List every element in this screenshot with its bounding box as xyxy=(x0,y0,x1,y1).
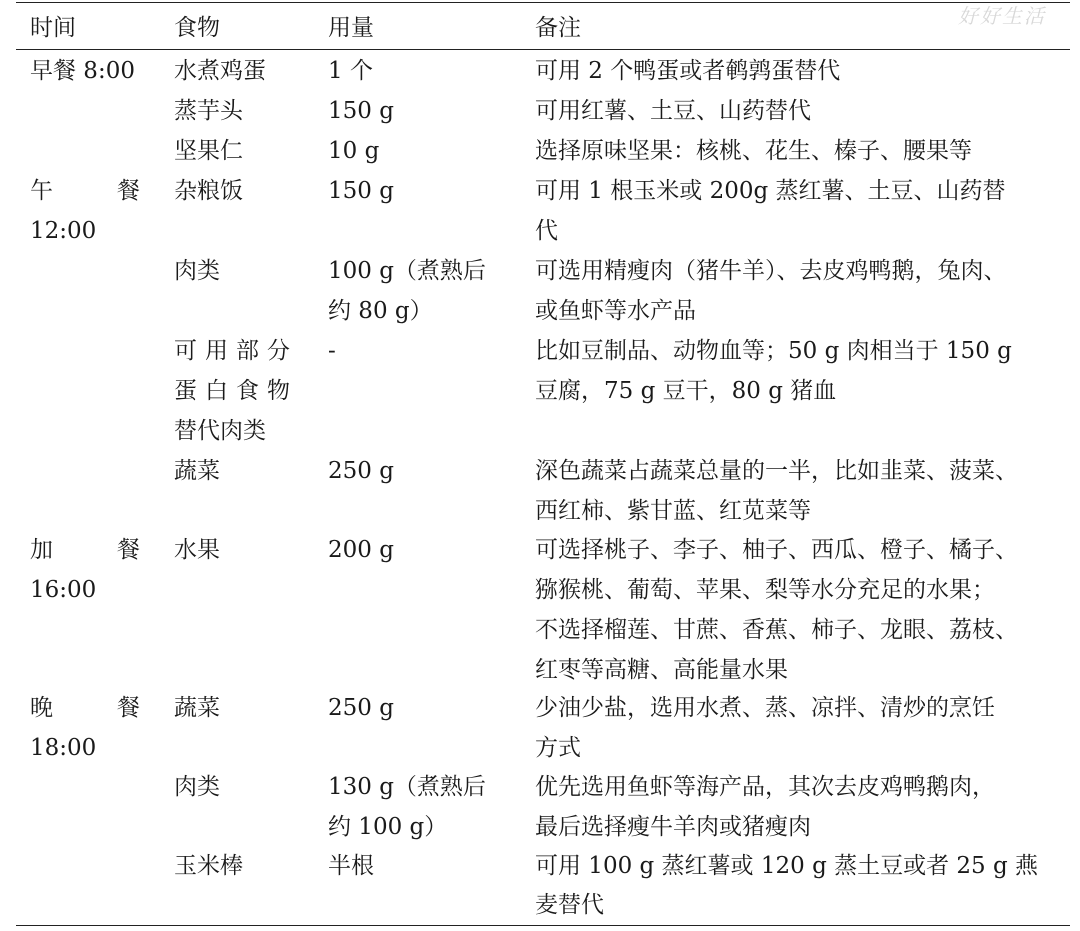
amount-veg-dinner: 250 g xyxy=(328,695,394,721)
note-fruit-line3: 不选择榴莲、甘蔗、香蕉、柿子、龙眼、荔枝、 xyxy=(535,617,1018,643)
food-meat-dinner: 肉类 xyxy=(174,774,220,800)
food-veg-lunch: 蔬菜 xyxy=(174,458,220,484)
header-food: 食物 xyxy=(174,15,220,41)
note-protein-sub-line1: 比如豆制品、动物血等；50 g 肉相当于 150 g xyxy=(535,338,1012,364)
time-snack-char1: 加 xyxy=(30,537,53,563)
note-corn-line2: 麦替代 xyxy=(535,892,604,918)
food-steamed-taro: 蒸芋头 xyxy=(174,98,243,124)
amount-meat-lunch-line1: 100 g（煮熟后 xyxy=(328,258,486,284)
time-dinner-char1: 晚 xyxy=(30,695,53,721)
note-meat-dinner-line1: 优先选用鱼虾等海产品，其次去皮鸡鸭鹅肉， xyxy=(535,774,995,800)
food-mixed-rice: 杂粮饭 xyxy=(174,178,243,204)
time-lunch-clock: 12:00 xyxy=(30,218,97,244)
food-protein-sub-line1: 可用部分 xyxy=(174,338,298,364)
note-boiled-egg: 可用 2 个鸭蛋或者鹌鹑蛋替代 xyxy=(535,58,841,84)
food-fruit: 水果 xyxy=(174,537,220,563)
header-time: 时间 xyxy=(30,15,76,41)
note-meat-dinner-line2: 最后选择瘦牛羊肉或猪瘦肉 xyxy=(535,814,811,840)
note-fruit-line2: 猕猴桃、葡萄、苹果、梨等水分充足的水果； xyxy=(535,577,995,603)
food-veg-dinner: 蔬菜 xyxy=(174,695,220,721)
watermark-text: 好好生活 xyxy=(958,4,1046,28)
time-lunch-label xyxy=(30,171,140,211)
amount-fruit: 200 g xyxy=(328,537,394,563)
note-steamed-taro: 可用红薯、土豆、山药替代 xyxy=(535,98,811,124)
note-corn-line1: 可用 100 g 蒸红薯或 120 g 蒸土豆或者 25 g 燕 xyxy=(535,853,1039,879)
food-nuts: 坚果仁 xyxy=(174,138,243,164)
amount-corn: 半根 xyxy=(328,853,374,879)
note-veg-lunch-line2: 西红柿、紫甘蓝、红苋菜等 xyxy=(535,498,811,524)
time-snack-char2: 餐 xyxy=(117,537,140,563)
note-nuts: 选择原味坚果：核桃、花生、榛子、腰果等 xyxy=(535,138,972,164)
time-dinner-clock: 18:00 xyxy=(30,735,97,761)
note-protein-sub-line2: 豆腐，75 g 豆干，80 g 猪血 xyxy=(535,378,837,404)
amount-meat-dinner-line2: 约 100 g） xyxy=(328,814,448,840)
amount-meat-lunch-line2: 约 80 g） xyxy=(328,298,433,324)
note-veg-lunch-line1: 深色蔬菜占蔬菜总量的一半，比如韭菜、菠菜、 xyxy=(535,458,1018,484)
amount-nuts: 10 g xyxy=(328,138,380,164)
note-veg-dinner-line2: 方式 xyxy=(535,735,581,761)
amount-meat-dinner-line1: 130 g（煮熟后 xyxy=(328,774,486,800)
amount-mixed-rice: 150 g xyxy=(328,178,394,204)
table-header-rule xyxy=(16,49,1070,50)
table-top-rule xyxy=(16,2,1070,3)
amount-veg-lunch: 250 g xyxy=(328,458,394,484)
note-mixed-rice-line2: 代 xyxy=(535,218,558,244)
food-protein-sub-line3: 替代肉类 xyxy=(174,418,266,444)
note-veg-dinner-line1: 少油少盐，选用水煮、蒸、凉拌、清炒的烹饪 xyxy=(535,695,995,721)
food-protein-sub-line2: 蛋白食物 xyxy=(174,378,298,404)
food-boiled-egg: 水煮鸡蛋 xyxy=(174,58,266,84)
amount-steamed-taro: 150 g xyxy=(328,98,394,124)
amount-protein-sub: - xyxy=(328,338,336,364)
time-lunch-char1: 午 xyxy=(30,178,53,204)
amount-boiled-egg: 1 个 xyxy=(328,58,373,84)
note-fruit-line1: 可选择桃子、李子、柚子、西瓜、橙子、橘子、 xyxy=(535,537,1018,563)
time-dinner-char2: 餐 xyxy=(117,695,140,721)
note-fruit-line4: 红枣等高糖、高能量水果 xyxy=(535,657,788,683)
time-dinner-label xyxy=(30,688,140,728)
header-note: 备注 xyxy=(535,15,581,41)
note-mixed-rice-line1: 可用 1 根玉米或 200g 蒸红薯、土豆、山药替 xyxy=(535,178,1006,204)
note-meat-lunch-line1: 可选用精瘦肉（猪牛羊）、去皮鸡鸭鹅，兔肉、 xyxy=(535,258,1007,284)
table-bottom-rule xyxy=(16,925,1070,926)
time-snack-label xyxy=(30,530,140,570)
time-breakfast: 早餐 8:00 xyxy=(30,58,135,84)
time-snack-clock: 16:00 xyxy=(30,577,97,603)
food-meat-lunch: 肉类 xyxy=(174,258,220,284)
food-corn: 玉米棒 xyxy=(174,853,243,879)
note-meat-lunch-line2: 或鱼虾等水产品 xyxy=(535,298,696,324)
header-amount: 用量 xyxy=(328,15,374,41)
time-lunch-char2: 餐 xyxy=(117,178,140,204)
